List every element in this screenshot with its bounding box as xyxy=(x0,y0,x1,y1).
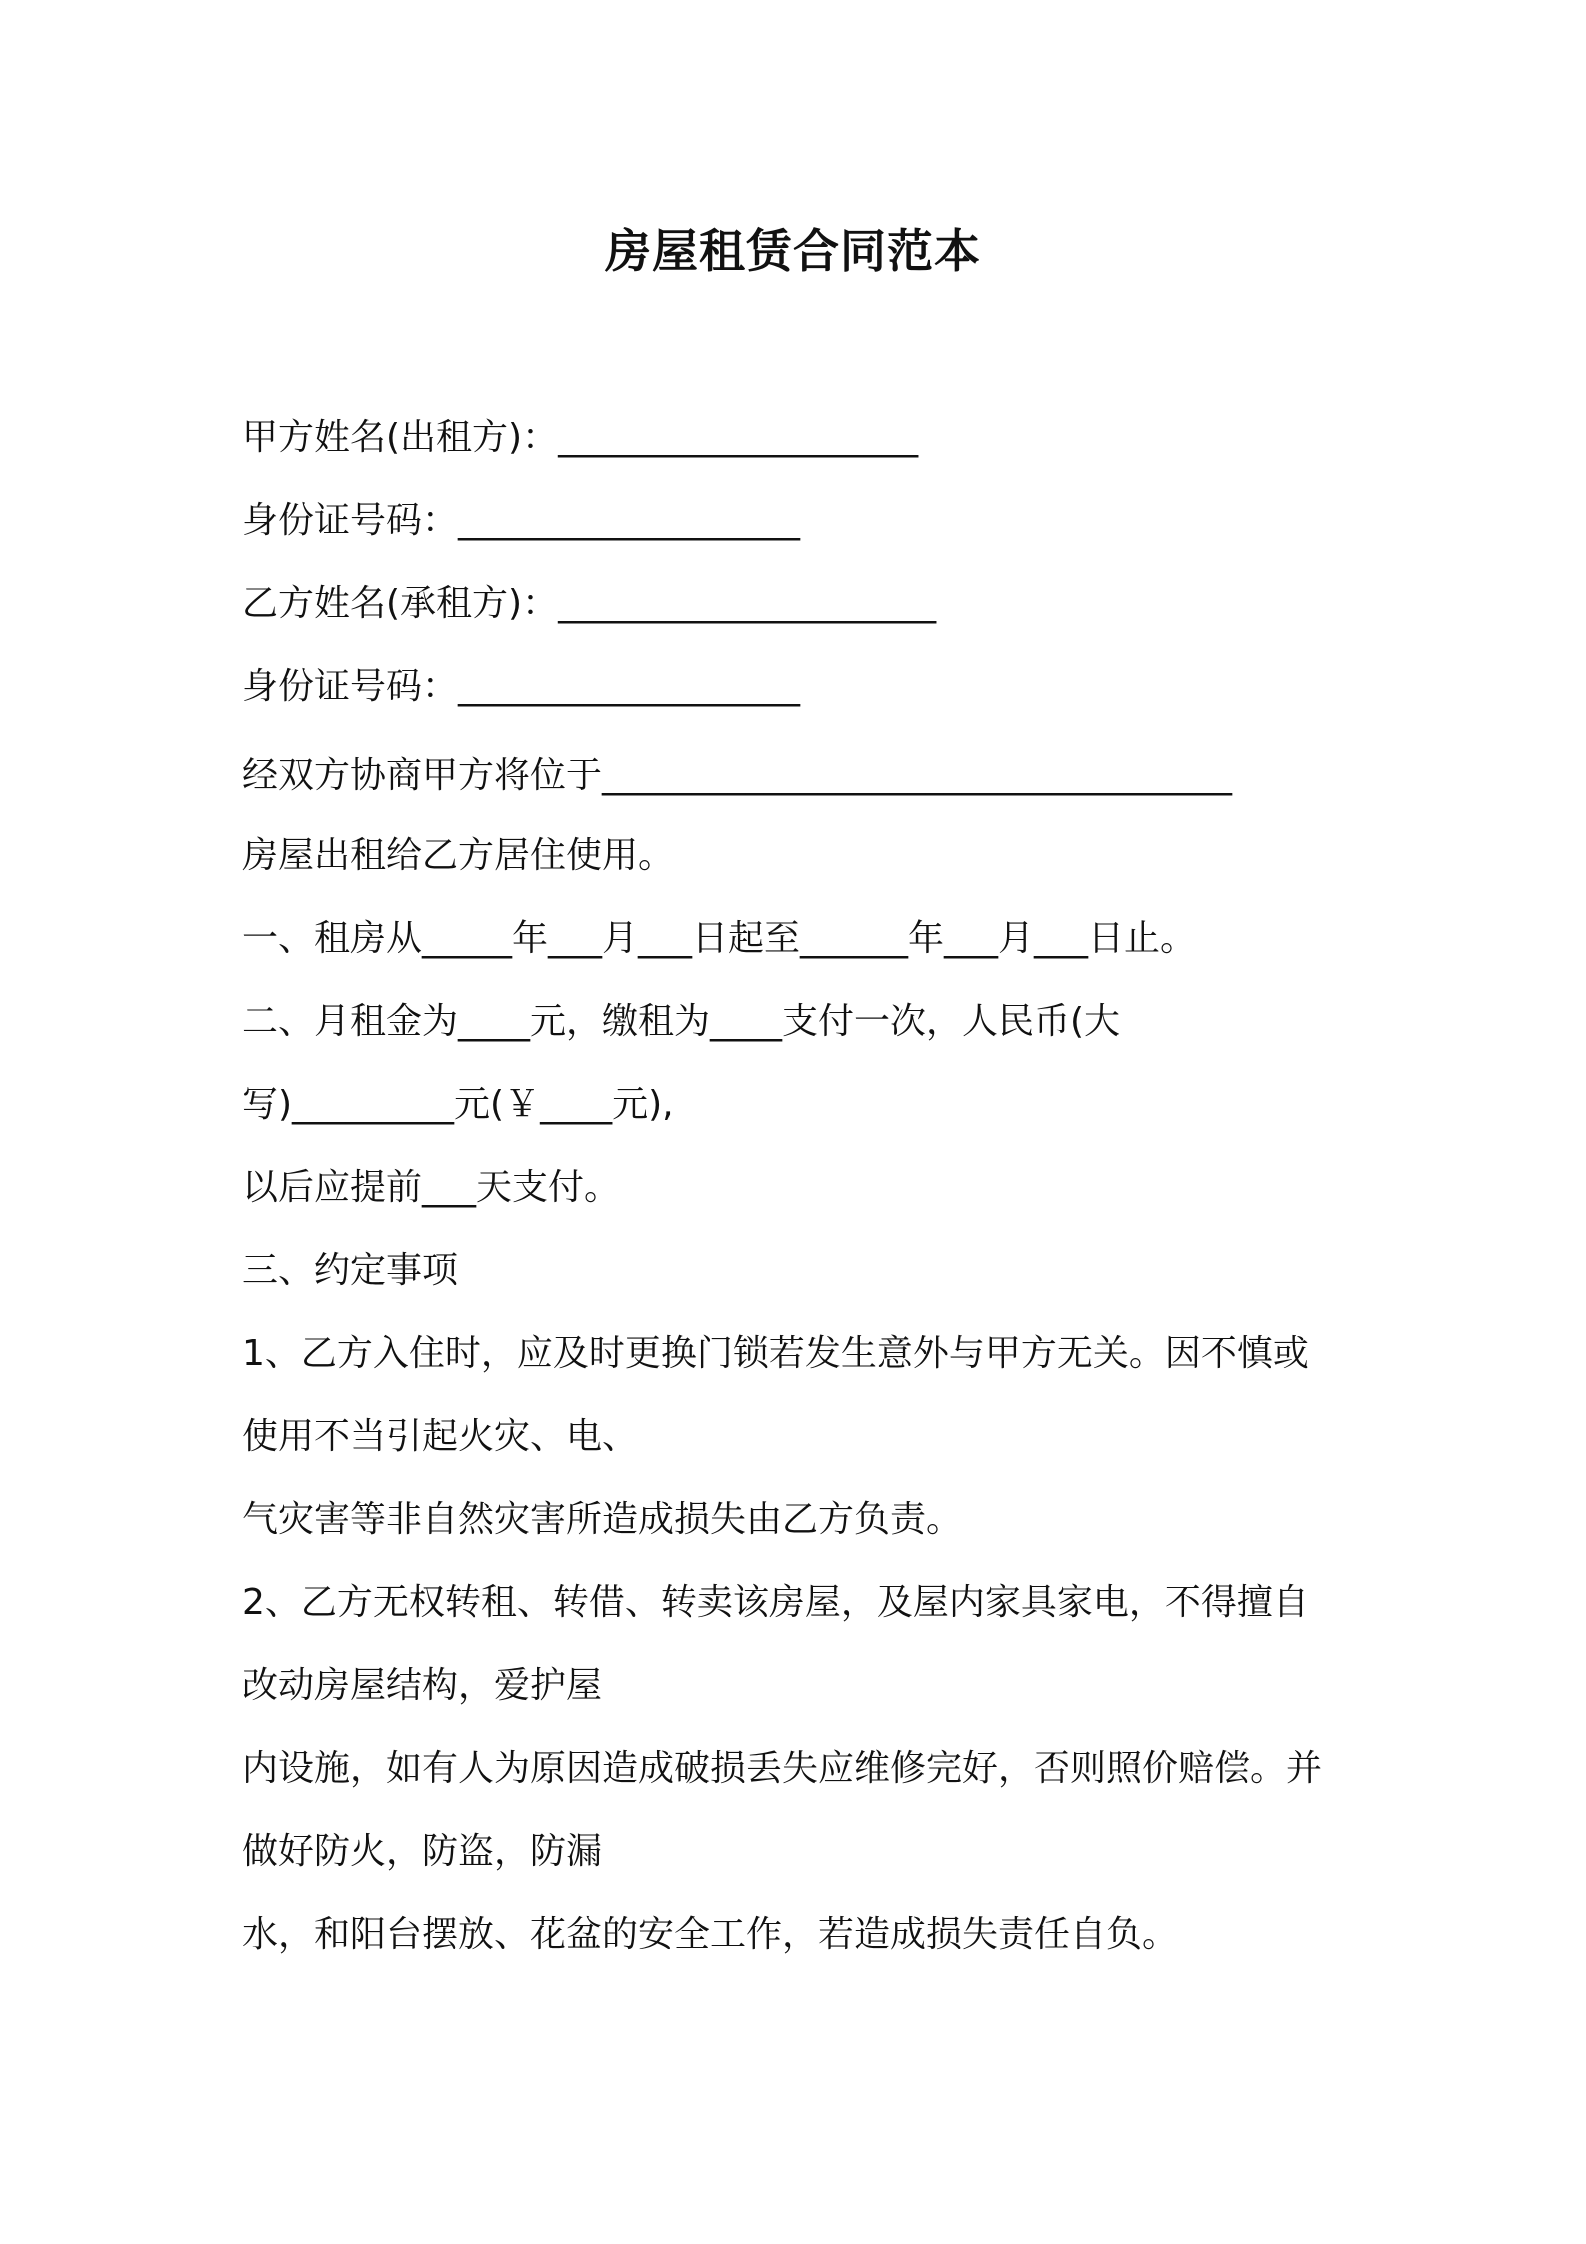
tenant-name-line: 乙方姓名(承租方)：_____________________ xyxy=(242,583,937,624)
rent-clause: 二、月租金为____元，缴租为____支付一次，人民币(大 xyxy=(242,1001,1121,1042)
property-location-line: 经双方协商甲方将位于___________________________________ xyxy=(242,755,1233,796)
term-1-line-3: 气灾害等非自然灾害所造成损失由乙方负责。 xyxy=(242,1499,963,1540)
document-title: 房屋租赁合同范本 xyxy=(605,224,981,278)
lease-term-clause: 一、租房从_____年___月___日起至______年___月___日止。 xyxy=(242,918,1197,959)
landlord-name-line: 甲方姓名(出租方)：____________________ xyxy=(242,417,919,458)
term-2-line-3: 内设施，如有人为原因造成破损丢失应维修完好，否则照价赔偿。并 xyxy=(242,1748,1323,1789)
rent-clause-amount: 写)_________元(￥____元), xyxy=(242,1084,674,1125)
tenant-id-line: 身份证号码：___________________ xyxy=(242,666,801,707)
term-2-line-1: 2、乙方无权转租、转借、转卖该房屋，及屋内家具家电，不得擅自 xyxy=(242,1582,1309,1623)
rent-clause-advance: 以后应提前___天支付。 xyxy=(242,1167,621,1208)
term-2-line-2: 改动房屋结构，爱护屋 xyxy=(242,1665,603,1706)
landlord-id-line: 身份证号码：___________________ xyxy=(242,500,801,541)
term-2-line-4: 做好防火，防盗，防漏 xyxy=(242,1831,603,1872)
term-1-line-1: 1、乙方入住时，应及时更换门锁若发生意外与甲方无关。因不慎或 xyxy=(242,1333,1309,1374)
term-1-line-2: 使用不当引起火灾、电、 xyxy=(242,1416,639,1457)
terms-heading: 三、约定事项 xyxy=(242,1250,459,1291)
term-2-line-5: 水，和阳台摆放、花盆的安全工作，若造成损失责任自负。 xyxy=(242,1914,1179,1955)
property-use-line: 房屋出租给乙方居住使用。 xyxy=(242,835,675,876)
